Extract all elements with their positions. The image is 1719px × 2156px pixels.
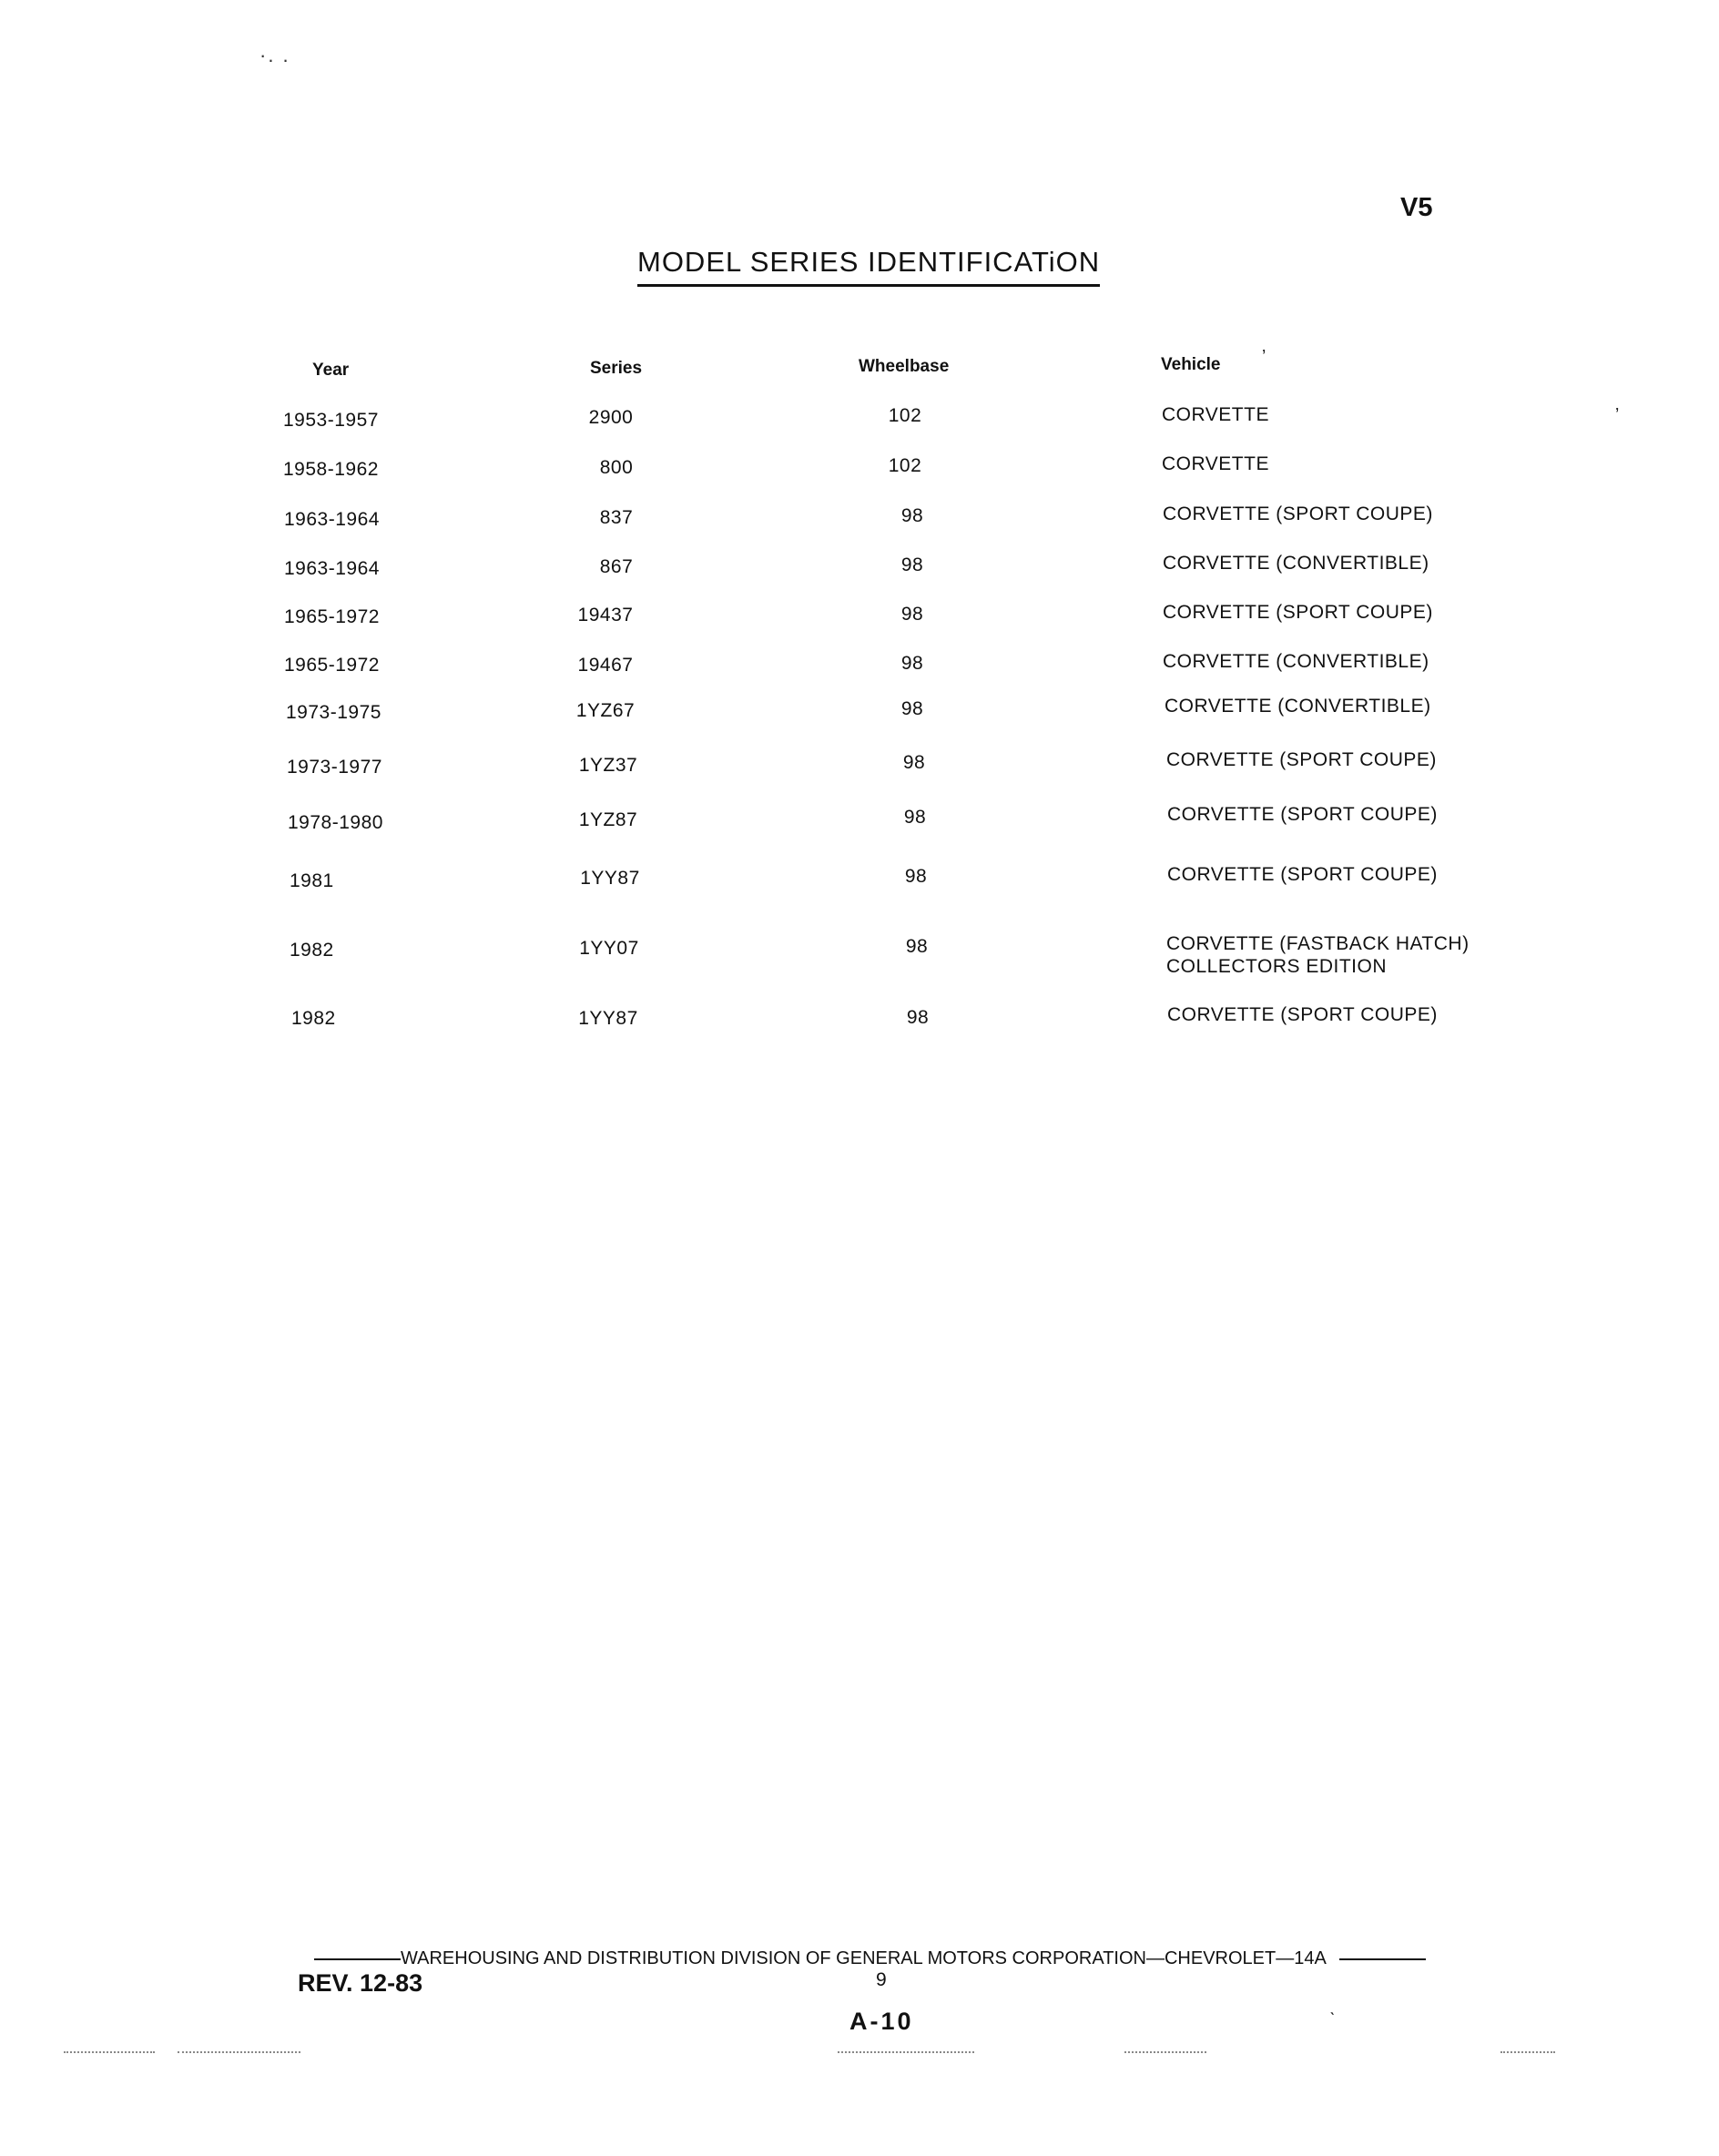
wheelbase-cell: 98	[900, 698, 924, 719]
wheelbase-cell: 102	[888, 405, 922, 426]
year-cell: 1981	[290, 870, 334, 891]
vehicle-cell: CORVETTE (SPORT COUPE)	[1167, 864, 1438, 885]
wheelbase-cell: 98	[900, 554, 924, 575]
wheelbase-cell: 102	[888, 455, 922, 476]
series-cell: 867	[599, 556, 634, 577]
year-cell: 1973-1977	[287, 757, 382, 778]
year-cell: 1982	[291, 1008, 336, 1029]
page-number: 9	[876, 1969, 887, 1990]
year-cell: 1953-1957	[283, 410, 379, 431]
scan-dots	[1124, 2051, 1206, 2053]
section-number: A-10	[849, 2008, 914, 2035]
series-cell: 1YY07	[579, 938, 639, 959]
series-cell: 800	[599, 457, 634, 478]
wheelbase-cell: 98	[900, 604, 924, 625]
vehicle-cell: CORVETTE (CONVERTIBLE)	[1163, 651, 1429, 672]
wheelbase-cell: 98	[905, 936, 929, 957]
series-cell: 1YY87	[578, 1008, 638, 1029]
page-title: MODEL SERIES IDENTIFICATiON	[637, 246, 1100, 287]
vehicle-cell: CORVETTE (CONVERTIBLE)	[1163, 553, 1429, 574]
scan-dots	[1500, 2051, 1555, 2053]
scan-dots	[178, 2051, 300, 2053]
year-cell: 1978-1980	[288, 812, 383, 833]
vehicle-cell: CORVETTE (SPORT COUPE)	[1167, 1004, 1438, 1025]
revision-label: REV. 12-83	[298, 1969, 423, 1997]
series-cell: 1YZ67	[575, 700, 636, 721]
scan-dots	[64, 2051, 155, 2053]
vehicle-line: COLLECTORS EDITION	[1166, 956, 1387, 977]
year-cell: 1973-1975	[286, 702, 381, 723]
stray-mark: ʼ	[1615, 406, 1620, 426]
footer-rule	[314, 1958, 401, 1960]
wheelbase-cell: 98	[903, 807, 927, 828]
division-text: WAREHOUSING AND DISTRIBUTION DIVISION OF GENERAL MOTORS CORPORATION—CHEVROLET—14A	[401, 1948, 1327, 1968]
series-cell: 1YZ37	[578, 755, 638, 776]
vehicle-cell: CORVETTE (SPORT COUPE)	[1166, 749, 1437, 770]
wheelbase-cell: 98	[904, 866, 928, 887]
division-footer	[314, 1948, 1426, 1969]
wheelbase-cell: 98	[900, 505, 924, 526]
wheelbase-cell: 98	[902, 752, 926, 773]
column-header-vehicle: Vehicle	[1161, 355, 1221, 374]
column-header-year: Year	[312, 361, 350, 380]
stray-mark: ˋ	[1329, 2010, 1336, 2030]
year-cell: 1963-1964	[284, 509, 380, 530]
stray-mark: ʼ	[1262, 348, 1266, 368]
vehicle-cell	[1166, 932, 1470, 978]
wheelbase-cell: 98	[900, 653, 924, 674]
vehicle-cell: CORVETTE	[1162, 453, 1269, 474]
scan-dots	[838, 2051, 974, 2053]
year-cell: 1982	[290, 940, 334, 961]
year-cell: 1965-1972	[284, 655, 380, 676]
vehicle-cell: CORVETTE	[1162, 404, 1269, 425]
column-header-series: Series	[590, 359, 643, 378]
wheelbase-cell: 98	[906, 1007, 930, 1028]
vehicle-line: CORVETTE (FASTBACK HATCH)	[1166, 933, 1470, 954]
series-cell: 837	[599, 507, 634, 528]
page-code: V5	[1400, 193, 1433, 222]
vehicle-cell: CORVETTE (CONVERTIBLE)	[1165, 696, 1431, 717]
vehicle-cell: CORVETTE (SPORT COUPE)	[1167, 804, 1438, 825]
year-cell: 1965-1972	[284, 606, 380, 627]
vehicle-cell: CORVETTE (SPORT COUPE)	[1163, 503, 1433, 524]
series-cell: 1YY87	[580, 868, 640, 889]
series-cell: 19467	[577, 655, 634, 676]
footer-rule	[1339, 1958, 1426, 1960]
series-cell: 2900	[588, 407, 634, 428]
year-cell: 1958-1962	[283, 459, 379, 480]
year-cell: 1963-1964	[284, 558, 380, 579]
column-header-wheelbase: Wheelbase	[859, 357, 950, 376]
series-cell: 19437	[577, 605, 634, 625]
scan-mark: ·. .	[259, 44, 290, 66]
vehicle-cell: CORVETTE (SPORT COUPE)	[1163, 602, 1433, 623]
series-cell: 1YZ87	[578, 809, 638, 830]
